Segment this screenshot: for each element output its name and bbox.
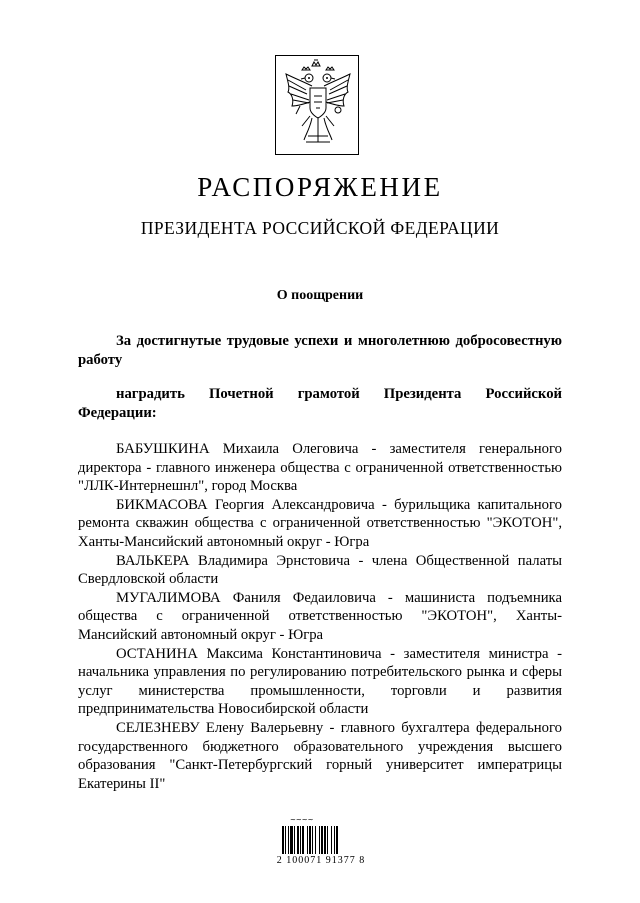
nominee-item: СЕЛЕЗНЕВУ Елену Валерьевну - главного бухгалтера федерального государственного бюджетного образовательного учреждения высшего образования "Санкт-Петербургский горный университет императрицы Екатерины II" [78, 719, 562, 792]
nominee-item: МУГАЛИМОВА Фаниля Федаиловича - машиниста подъемника общества с ограниченной ответственностью "ЭКОТОН", Ханты-Мансийский автономный округ - Югра [78, 589, 562, 643]
svg-text:~~~~: ~~~~ [290, 816, 314, 824]
barcode-bars [282, 826, 338, 854]
document-title: РАСПОРЯЖЕНИЕ [197, 172, 443, 202]
nominee-item: БАБУШКИНА Михаила Олеговича - заместителя генерального директора - главного инженера общества с ограниченной ответственностью "ЛЛК-Интернешнл", город Москва [78, 441, 562, 495]
document-subject: О поощрении [276, 288, 364, 303]
document-subtitle: ПРЕЗИДЕНТА РОССИЙСКОЙ ФЕДЕРАЦИИ [140, 218, 500, 238]
preamble-paragraph [78, 332, 562, 370]
nominee-item: ВАЛЬКЕРА Владимира Эрнстовича - члена Общественной палаты Свердловской области [78, 552, 562, 588]
barcode-icon [278, 812, 360, 884]
preamble-text: За достигнутые трудовые успехи и многолетнюю добросовестную работу [78, 333, 562, 368]
award-text: наградить Почетной грамотой Президента Российской Федерации: [78, 386, 562, 421]
nominee-item: БИКМАСОВА Георгия Александровича - бурильщика капитального ремонта скважин общества с ограниченной ответственностью "ЭКОТОН", Ханты-Мансийский автономный округ - Югра [78, 496, 562, 550]
emblem-frame [275, 55, 359, 155]
award-paragraph [78, 385, 562, 423]
nominee-item: ОСТАНИНА Максима Константиновича - заместителя министра - начальника управления по регулированию потребительского рынка и сферы услуг министерства промышленности, торговли и развития предпринимательства Новосибирской области [78, 645, 562, 718]
nominee-list [78, 440, 562, 793]
barcode-number: 2 100071 91377 8 [276, 855, 366, 866]
coat-of-arms-icon [276, 56, 360, 156]
